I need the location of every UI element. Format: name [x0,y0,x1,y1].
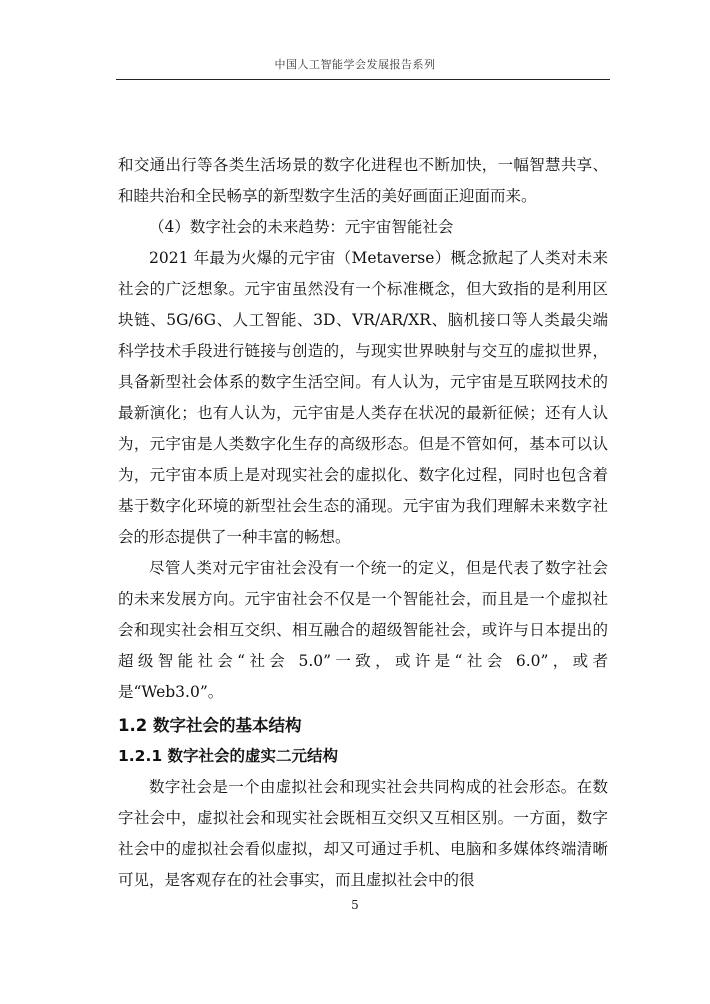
header-rule [116,79,610,80]
paragraph-metaverse: 2021 年最为火爆的元宇宙（Metaverse）概念掀起了人类对未来社会的广泛想象。元宇宙虽然没有一个标准概念，但大致指的是利用区块链、5G/6G、人工智能、3D、VR/AR/XR、脑机接口等人类最尖端科学技术手段进行链接与创造的，与现实世界映射与交互的虚拟世界，具备新型社会体系的数字生活空间。有人认为，元宇宙是互联网技术的最新演化；也有人认为，元宇宙是人类存在状况的最新征候；还有人认为，元宇宙是人类数字化生存的高级形态。但是不管如何，基本可以认为，元宇宙本质上是对现实社会的虚拟化、数字化过程，同时也包含着基于数字化环境的新型社会生态的涌现。元宇宙为我们理解未来数字社会的形态提供了一种丰富的畅想。 [118,249,608,546]
running-header: 中国人工智能学会发展报告系列 [274,58,436,71]
section-heading-1-2: 1.2 数字社会的基本结构 [118,716,302,735]
paragraph-dual-structure: 数字社会是一个由虚拟社会和现实社会共同构成的社会形态。在数字社会中，虚拟社会和现实社会既相互交织又互相区别。一方面，数字社会中的虚拟社会看似虚拟，却又可通过手机、电脑和多媒体终端清晰可见，是客观存在的社会事实，而且虚拟社会中的很 [118,778,608,889]
paragraph-continuation: 和交通出行等各类生活场景的数字化进程也不断加快，一幅智慧共享、和睦共治和全民畅享的新型数字生活的美好画面正迎面而来。 [118,156,608,205]
subheading-future-trend: （4）数字社会的未来趋势：元宇宙智能社会 [149,218,454,236]
section-heading-1-2-1: 1.2.1 数字社会的虚实二元结构 [118,747,339,765]
paragraph-metaverse-society: 尽管人类对元宇宙社会没有一个统一的定义，但是代表了数字社会的未来发展方向。元宇宙社会不仅是一个智能社会，而且是一个虚拟社会和现实社会相互交织、相互融合的超级智能社会，或许与日本提出的超级智能社会“社会 5.0”一致，或许是“社会 6.0”，或者是“Web3.0”。 [118,559,608,701]
page-body [118,150,608,896]
page-number: 5 [351,898,359,912]
